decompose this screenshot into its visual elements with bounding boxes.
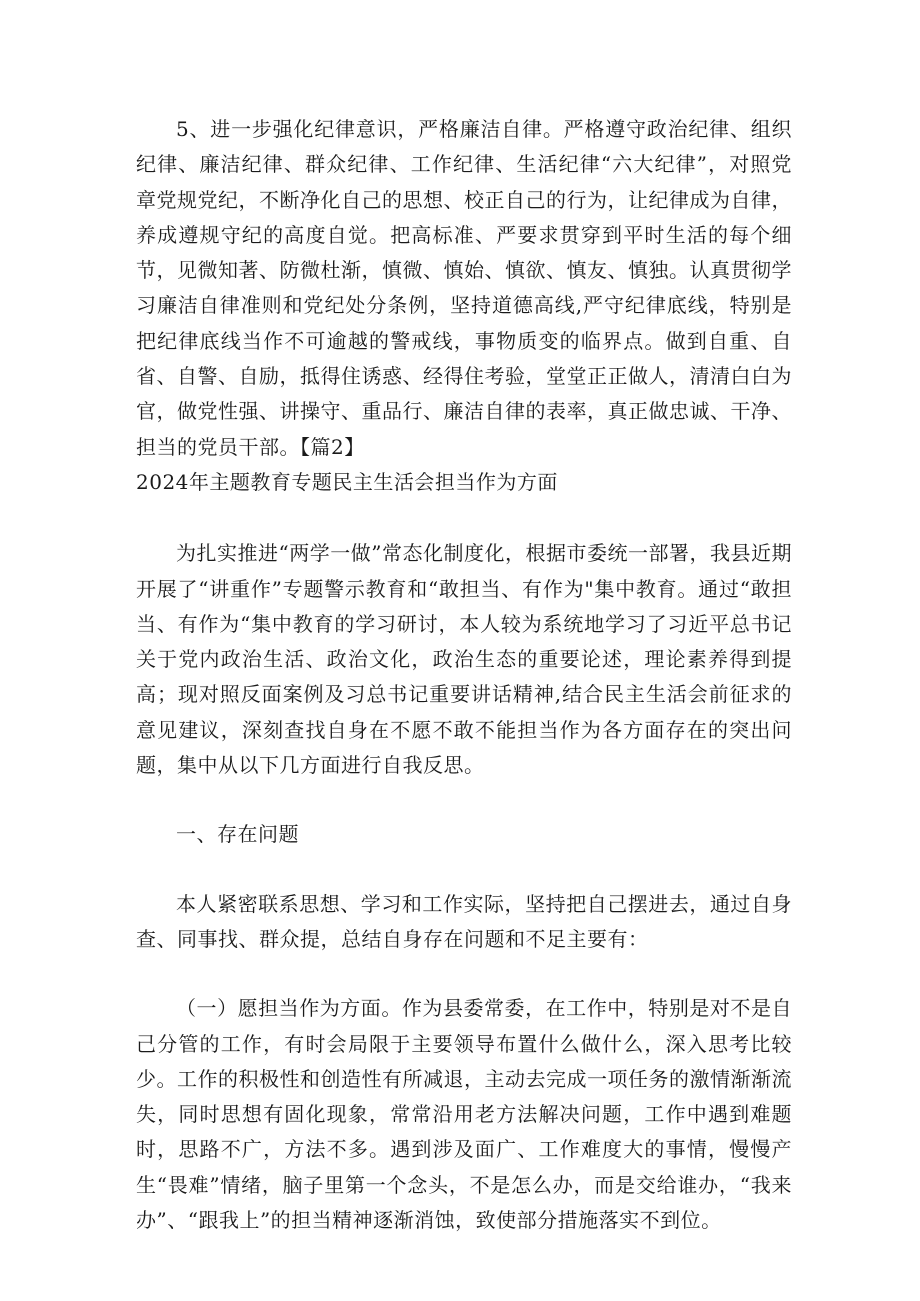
paragraph-intro: 为扎实推进“两学一做”常态化制度化，根据市委统一部署，我县近期开展了“讲重作”专题警示教育和“敢担当、有作为"集中教育。通过“敢担当、有作为“集中教育的学习研讨，本人较为系统地学习了习近平总书记关于党内政治生活、政治文化，政治生态的重要论述，理论素养得到提高；现对照反面案例及习总书记重要讲话精神,结合民主生活会前征求的意见建议，深刻查找自身在不愿不敢不能担当作为各方面存在的突出问题，集中从以下几方面进行自我反思。 [136,541,792,778]
document-page [136,112,792,1238]
heading-problems: 一、存在问题 [176,822,299,847]
section-heading: 2024年主题教育专题民主生活会担当作为方面 [136,469,558,494]
paragraph-discipline: 5、进一步强化纪律意识，严格廉洁自律。严格遵守政治纪律、组织纪律、廉洁纪律、群众纪律、工作纪律、生活纪律“六大纪律”，对照党章党规党纪，不断净化自己的思想、校正自己的行为，让纪律成为自律，养成遵规守纪的高度自觉。把高标准、严要求贯穿到平时生活的每个细节，见微知著、防微杜渐，慎微、慎始、慎欲、慎友、慎独。认真贯彻学习廉洁自律准则和党纪处分条例，坚持道德高线,严守纪律底线，特别是把纪律底线当作不可逾越的警戒线，事物质变的临界点。做到自重、自省、自警、自励，抵得住诱惑、经得住考验，堂堂正正做人，清清白白为官，做党性强、讲操守、重品行、廉洁自律的表率，真正做忠诚、干净、担当的党员干部。【篇2】 [136,117,792,459]
paragraph-willingness: （一）愿担当作为方面。作为县委常委，在工作中，特别是对不是自己分管的工作，有时会局限于主要领导布置什么做什么，深入思考比较少。工作的积极性和创造性有所减退，主动去完成一项任务的激情渐渐流失，同时思想有固化现象，常常沿用老方法解决问题，工作中遇到难题时，思路不广，方法不多。遇到涉及面广、工作难度大的事情，慢慢产生“畏难”情绪，脑子里第一个念头，不是怎么办，而是交给谁办，“我来办”、“跟我上”的担当精神逐渐消蚀，致使部分措施落实不到位。 [136,996,792,1233]
paragraph-summary: 本人紧密联系思想、学习和工作实际，坚持把自己摆进去，通过自身查、同事找、群众提，总结自身存在问题和不足主要有： [136,891,792,951]
